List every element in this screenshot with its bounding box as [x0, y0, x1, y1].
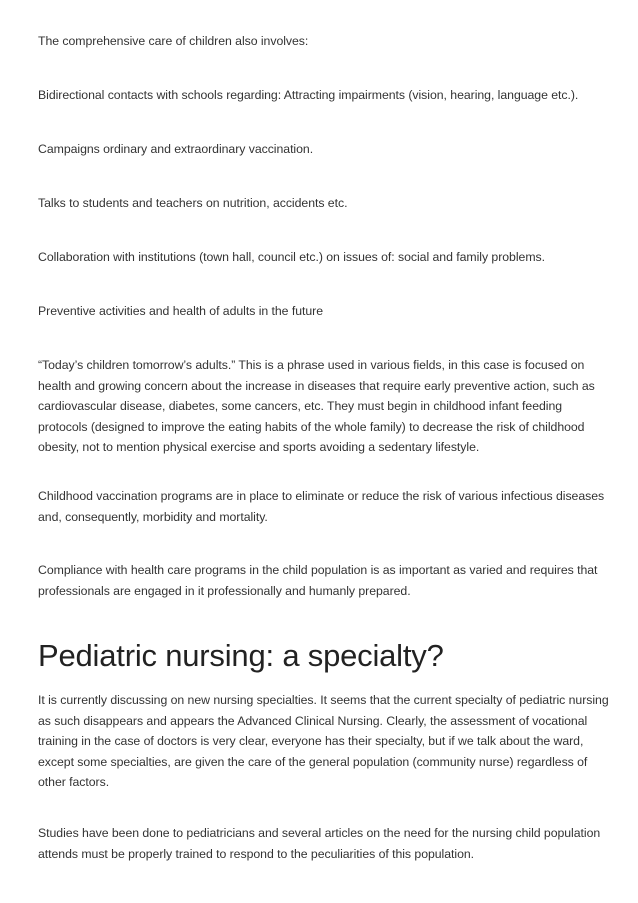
paragraph-compliance: Compliance with health care programs in the child population is as important as varied and requires that professionals are engaged in it professionally and humanly prepared.: [38, 563, 598, 598]
paragraph-collaboration: Collaboration with institutions (town hall, council etc.) on issues of: social and family problems.: [38, 250, 545, 264]
paragraph-studies: Studies have been done to pediatricians and several articles on the need for the nursing child population attends must be properly trained to respond to the peculiarities of this population.: [38, 826, 601, 861]
paragraph-todays-children: “Today’s children tomorrow’s adults.” This is a phrase used in various fields, in this case is focused on health and growing concern about the increase in diseases that require early preventive action, such as cardiovascular disease, diabetes, some cancers, etc. They must begin in childhood infant feeding protocols (designed to improve the eating habits of the whole family) to decrease the risk of childhood obesity, not to mention physical exercise and sports avoiding a sedentary lifestyle.: [38, 358, 595, 455]
paragraph-specialties: It is currently discussing on new nursing specialties. It seems that the current specialty of pediatric nursing as such disappears and appears the Advanced Clinical Nursing. Clearly, the assessment of vocational training in the case of doctors is very clear, everyone has their specialty, but if we talk about the ward, except some specialties, are given the care of the general population (community nurse) regardless of other factors.: [38, 693, 609, 790]
paragraph-vaccination-programs: Childhood vaccination programs are in place to eliminate or reduce the risk of various infectious diseases and, consequently, morbidity and mortality.: [38, 489, 605, 524]
paragraph-talks: Talks to students and teachers on nutrition, accidents etc.: [38, 196, 348, 210]
section-heading: Pediatric nursing: a specialty?: [38, 638, 444, 673]
paragraph-care-intro: The comprehensive care of children also involves:: [38, 34, 309, 48]
paragraph-vaccination-campaigns: Campaigns ordinary and extraordinary vaccination.: [38, 142, 314, 156]
paragraph-preventive: Preventive activities and health of adults in the future: [38, 304, 323, 318]
paragraph-schools: Bidirectional contacts with schools regarding: Attracting impairments (vision, hearing, language etc.).: [38, 88, 579, 102]
